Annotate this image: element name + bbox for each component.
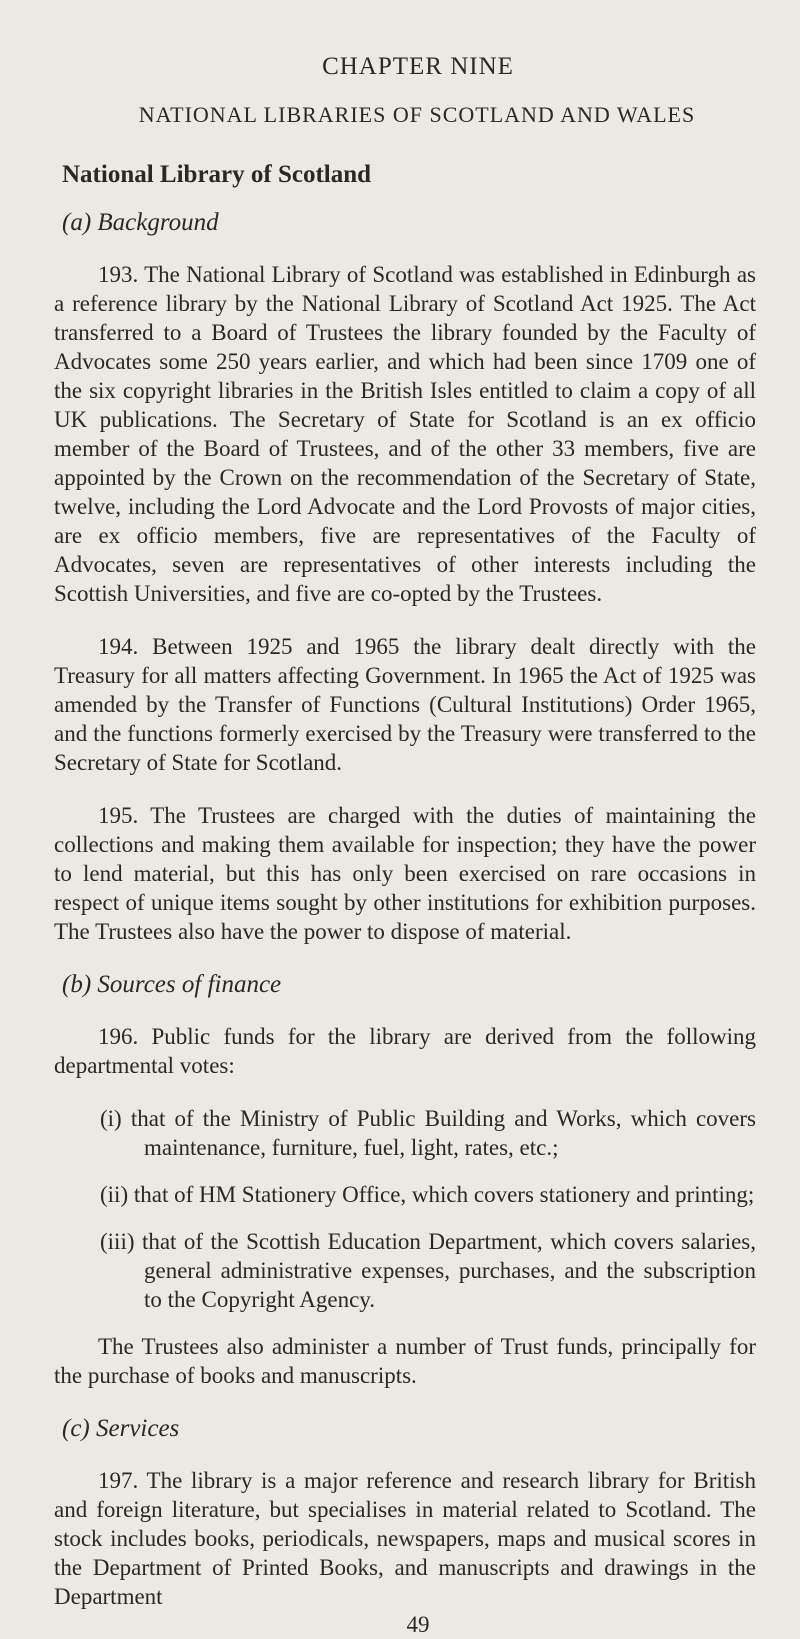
list-item: (i) that of the Ministry of Public Building and Works, which covers maintenance, furniture, fuel, light, rates, etc.; [100, 1106, 756, 1160]
paragraph-194: 194. Between 1925 and 1965 the library dealt directly with the Treasury for all matters affecting Government. In 1965 the Act of 1925 was amended by the Transfer of Functions (Cultural Institutions) Order 1965, and the functions formerly exercised by the Treasury were transferred to the Secretary of State for Scotland. [54, 634, 756, 775]
list-item: (iii) that of the Scottish Education Department, which covers salaries, general administrative expenses, purchases, and the subscription to the Copyright Agency. [100, 1229, 756, 1312]
section-title: National Library of Scotland [62, 161, 372, 188]
paragraph-197: 197. The library is a major reference and research library for British and foreign literature, but specialises in material related to Scotland. The stock includes books, periodicals, newspapers, maps and musical scores in the Department of Printed Books, and manuscripts and drawings in the Department [54, 1468, 756, 1609]
paragraph-trust-funds: The Trustees also administer a number of Trust funds, principally for the purchase of books and manuscripts. [54, 1334, 756, 1388]
finance-votes-list [54, 1104, 756, 1314]
paragraph-193: 193. The National Library of Scotland was established in Edinburgh as a reference library by the National Library of Scotland Act 1925. The Act transferred to a Board of Trustees the library founded by the Faculty of Advocates some 250 years earlier, and which had been since 1709 one of the six copyright libraries in the British Isles entitled to claim a copy of all UK publications. The Secretary of State for Scotland is an ex officio member of the Board of Trustees, and of the other 33 members, five are appointed by the Crown on the recommendation of the Secretary of State, twelve, including the Lord Advocate and the Lord Provosts of major cities, are ex officio members, five are representatives of the Faculty of Advocates, seven are representatives of other interests including the Scottish Universities, and five are co-opted by the Trustees. [54, 262, 756, 606]
paragraph-196: 196. Public funds for the library are derived from the following departmental votes: [54, 1024, 756, 1078]
background-heading: (a) Background [62, 209, 219, 236]
page-number: 49 [406, 1612, 430, 1637]
finance-heading: (b) Sources of finance [62, 971, 282, 998]
list-item: (ii) that of HM Stationery Office, which covers stationery and printing; [100, 1182, 755, 1207]
paragraph-195: 195. The Trustees are charged with the duties of maintaining the collections and making them available for inspection; they have the power to lend material, but this has only been exercised on rare occasions in respect of unique items sought by other institutions for exhibition purposes. The Trustees also have the power to dispose of material. [54, 803, 756, 944]
chapter-heading: CHAPTER NINE [322, 53, 514, 80]
part-title: NATIONAL LIBRARIES OF SCOTLAND AND WALES [138, 102, 696, 127]
services-heading: (c) Services [62, 1415, 180, 1442]
